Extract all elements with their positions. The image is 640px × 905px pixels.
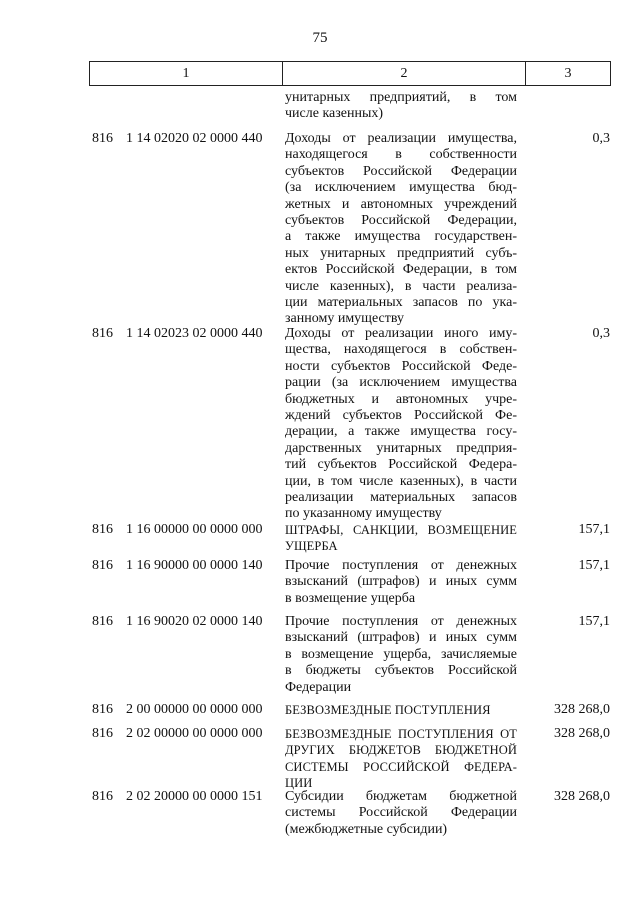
name-line: ждений субъектов Российской Фе- <box>285 408 517 424</box>
name-line: ных унитарных предприятий субъ- <box>285 245 517 261</box>
admin-code: 816 <box>92 522 113 537</box>
income-name <box>285 614 517 696</box>
income-name <box>285 702 517 718</box>
amount: 0,3 <box>592 131 610 146</box>
budget-classification-code: 1 16 00000 00 0000 000 <box>126 522 263 537</box>
budget-classification-code: 1 14 02023 02 0000 440 <box>126 326 263 341</box>
budget-classification-code: 2 00 00000 00 0000 000 <box>126 702 263 717</box>
income-name <box>285 131 517 328</box>
name-line: системы Российской Федерации <box>285 805 517 821</box>
name-line: рации (за исключением имущества <box>285 375 517 391</box>
continuation-text <box>285 90 517 123</box>
name-line: ШТРАФЫ, САНКЦИИ, ВОЗМЕЩЕНИЕ <box>285 523 517 537</box>
name-line: СИСТЕМЫ РОССИЙСКОЙ ФЕДЕРА- <box>285 759 517 774</box>
amount: 0,3 <box>592 326 610 341</box>
income-name <box>285 789 517 838</box>
name-line: субъектов Российской Федерации, <box>285 213 517 229</box>
header-col-1: 1 <box>90 62 283 85</box>
name-line: ции, в том числе казенных), в части <box>285 473 517 489</box>
name-line: жетных и автономных учреждений <box>285 196 517 212</box>
name-line: Федерации <box>285 679 352 695</box>
name-line: ЦИИ <box>285 776 313 791</box>
admin-code: 816 <box>92 131 113 146</box>
name-line: дерации, а также имущества госу- <box>285 424 517 440</box>
amount: 157,1 <box>578 522 610 537</box>
name-line: находящегося в собственности <box>285 147 517 163</box>
name-line: ектов Российской Федерации, в том <box>285 262 517 278</box>
name-line: субъектов Российской Федерации <box>285 163 517 179</box>
admin-code: 816 <box>92 614 113 629</box>
admin-code: 816 <box>92 789 113 804</box>
name-line: числе казенных) <box>285 106 384 122</box>
admin-code: 816 <box>92 702 113 717</box>
name-line: в возмещение ущерба, зачисляемые <box>285 646 517 662</box>
name-line: Прочие поступления от денежных <box>285 614 517 629</box>
name-line: Доходы от реализации иного иму- <box>285 326 517 341</box>
income-name <box>285 326 517 523</box>
amount: 328 268,0 <box>554 726 610 741</box>
name-line: в возмещение ущерба <box>285 590 416 606</box>
name-line: БЕЗВОЗМЕЗДНЫЕ ПОСТУПЛЕНИЯ ОТ <box>285 727 517 741</box>
budget-classification-code: 2 02 00000 00 0000 000 <box>126 726 263 741</box>
name-line: (за исключением имущества бюд- <box>285 180 517 196</box>
admin-code: 816 <box>92 326 113 341</box>
income-name <box>285 522 517 555</box>
header-col-2: 2 <box>283 62 526 85</box>
admin-code: 816 <box>92 558 113 573</box>
header-col-3: 3 <box>564 65 572 81</box>
budget-classification-code: 1 14 02020 02 0000 440 <box>126 131 263 146</box>
name-line: Субсидии бюджетам бюджетной <box>285 789 517 804</box>
table-header <box>89 61 611 86</box>
name-line: по указанному имуществу <box>285 506 442 522</box>
name-line: тий субъектов Российской Федера- <box>285 457 517 473</box>
name-line: занному имуществу <box>285 311 404 327</box>
name-line: (межбюджетные субсидии) <box>285 821 448 837</box>
budget-classification-code: 2 02 20000 00 0000 151 <box>126 789 263 804</box>
name-line: УЩЕРБА <box>285 539 338 554</box>
name-line: дарственных унитарных предприя- <box>285 440 517 456</box>
income-name <box>285 726 517 792</box>
name-line: щества, находящегося в собствен- <box>285 342 517 358</box>
page-number: 75 <box>312 30 328 46</box>
name-line: ДРУГИХ БЮДЖЕТОВ БЮДЖЕТНОЙ <box>285 743 517 758</box>
name-line: ции материальных запасов по ука- <box>285 295 517 311</box>
budget-classification-code: 1 16 90000 00 0000 140 <box>126 558 263 573</box>
name-line: числе казенных), в части реализа- <box>285 278 517 294</box>
name-line: взысканий (штрафов) и иных сумм <box>285 574 517 590</box>
name-line: в бюджеты субъектов Российской <box>285 663 517 679</box>
name-line: унитарных предприятий, в том <box>285 90 517 105</box>
amount: 328 268,0 <box>554 789 610 804</box>
budget-classification-code: 1 16 90020 02 0000 140 <box>126 614 263 629</box>
name-line: реализации материальных запасов <box>285 490 517 506</box>
admin-code: 816 <box>92 726 113 741</box>
name-line: взысканий (штрафов) и иных сумм <box>285 630 517 646</box>
name-line: Прочие поступления от денежных <box>285 558 517 573</box>
name-line: ности субъектов Российской Феде- <box>285 358 517 374</box>
name-line: Доходы от реализации имущества, <box>285 131 517 146</box>
amount: 328 268,0 <box>554 702 610 717</box>
name-line: а также имущества государствен- <box>285 229 517 245</box>
amount: 157,1 <box>578 614 610 629</box>
income-name <box>285 558 517 607</box>
name-line: бюджетных и автономных учре- <box>285 391 517 407</box>
amount: 157,1 <box>578 558 610 573</box>
name-line: БЕЗВОЗМЕЗДНЫЕ ПОСТУПЛЕНИЯ <box>285 703 491 717</box>
